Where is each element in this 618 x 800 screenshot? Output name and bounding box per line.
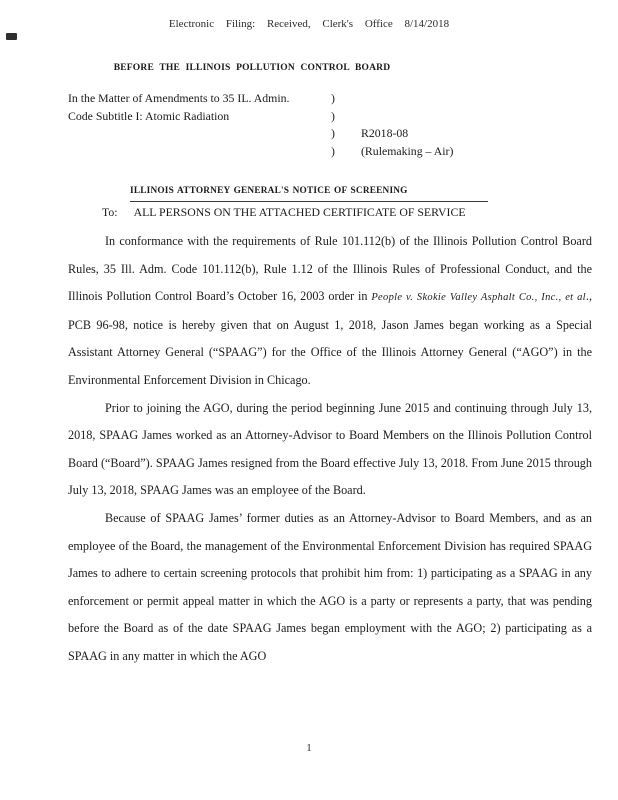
paragraph-prior-employment: Prior to joining the AGO, during the period beginning June 2015 and continuing through July 13, 2018, SPAAG James worked as an Attorney-Advisor to Board Members on the Illinois Pollution Control Board (“Board”). SPAAG James resigned from the Board effective July 13, 2018. From June 2015 through July 13, 2018, SPAAG James was an employee of the Board.	[68, 400, 592, 498]
caption-matter	[68, 90, 331, 160]
caption-empty-cell	[68, 125, 331, 143]
docket-type: (Rulemaking – Air)	[361, 143, 454, 158]
caption-matter-line1: In the Matter of Amendments to 35 IL. Admin.	[68, 91, 290, 105]
efiling-header: Electronic Filing: Received, Clerk's Office 8/14/2018	[168, 18, 450, 30]
case-citation: People v. Skokie Valley Asphalt Co., Inc., et al	[371, 292, 586, 304]
scan-artifact	[6, 33, 17, 40]
caption-empty-cell	[361, 108, 551, 126]
caption-paren: )	[331, 126, 335, 140]
to-line	[102, 205, 466, 220]
to-recipients: ALL PERSONS ON THE ATTACHED CERTIFICATE OF SERVICE	[133, 205, 466, 219]
paragraph-conformance	[68, 228, 592, 395]
caption-docket	[361, 90, 551, 160]
caption-paren: )	[331, 143, 335, 158]
caption-empty-cell	[68, 143, 331, 161]
document-body	[68, 228, 592, 671]
docket-number: R2018-08	[361, 126, 409, 140]
page-number: 1	[306, 742, 312, 754]
to-label: To:	[102, 205, 118, 219]
caption-paren: )	[331, 108, 335, 123]
case-caption	[68, 90, 551, 160]
caption-matter-line2: Code Subtitle I: Atomic Radiation	[68, 108, 230, 123]
paragraph-screening-protocols: Because of SPAAG James’ former duties as an Attorney-Advisor to Board Members, and as an employee of the Board, the management of the Environmental Enforcement Division has required SPAAG James to adhere to certain screening protocols that prohibit him from: 1) participating as a SPAAG in any enforcement or permit appeal matter in which the AGO is a party or represents a party, that was pending before the Board as of the date SPAAG James began employment with the AGO; 2) participating as a SPAAG in any matter in which the AGO	[68, 510, 592, 663]
caption-paren: )	[331, 91, 335, 105]
caption-empty-cell	[361, 90, 551, 108]
notice-title: ILLINOIS ATTORNEY GENERAL'S NOTICE OF SCREENING	[130, 186, 408, 196]
caption-divider-column	[331, 90, 361, 160]
p1-text-before-citation: In conformance with the requirements of Rule 101.112(b) of the Illinois Pollution Control Board Rules, 35 Ill. Adm. Code 101.112(b), Rule 1.12 of the Illinois Rules of Professional Conduct, and the Illinois Pollution Control Board’s October 16, 2003 order in	[68, 234, 592, 304]
p1-text-after-citation: ., PCB 96-98, notice is hereby given that on August 1, 2018, Jason James began working as a Special Assistant Attorney General (“SPAAG”) for the Office of the Illinois Attorney General (“AGO”) in the Environmental Enforcement Division in Chicago.	[68, 289, 592, 387]
notice-title-underline	[130, 180, 488, 202]
court-title: BEFORE THE ILLINOIS POLLUTION CONTROL BOARD	[113, 63, 391, 73]
